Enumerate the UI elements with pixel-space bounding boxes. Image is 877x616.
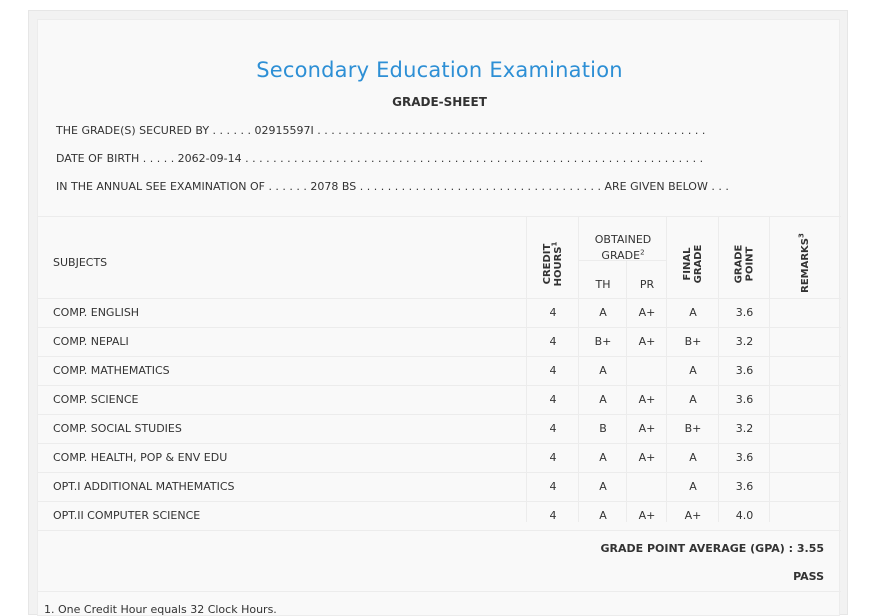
th-grade-cell: A <box>599 393 607 406</box>
header-credit-hours: CREDIT HOURS$^1$ <box>542 241 564 287</box>
subject-cell: COMP. MATHEMATICS <box>53 364 170 377</box>
subject-cell: COMP. ENGLISH <box>53 306 140 319</box>
footer-divider <box>38 591 841 592</box>
pr-grade-cell: A+ <box>638 422 656 435</box>
header-bottom-border <box>38 298 841 299</box>
credit-hours-cell: 4 <box>549 364 557 377</box>
final-grade-cell: A <box>689 306 697 319</box>
pr-grade-cell: A+ <box>638 306 656 319</box>
page-title: Secondary Education Examination <box>256 58 623 82</box>
grade-point-cell: 3.6 <box>735 451 754 464</box>
row-divider <box>38 385 841 386</box>
row-divider <box>38 327 841 328</box>
th-grade-cell: A <box>599 480 607 493</box>
credit-hours-cell: 4 <box>549 335 557 348</box>
grade-point-cell: 3.2 <box>735 422 754 435</box>
header-subjects: SUBJECTS <box>53 256 108 269</box>
credit-hours-cell: 4 <box>549 451 557 464</box>
result-status: PASS <box>793 570 824 583</box>
header-remarks: REMARKS$^3$ <box>797 233 811 293</box>
header-obtained-grade: OBTAINED GRADE$^2$ <box>594 233 652 262</box>
pr-grade-cell: A+ <box>638 393 656 406</box>
header-final-grade: FINAL GRADE <box>682 244 704 284</box>
subject-cell: OPT.I ADDITIONAL MATHEMATICS <box>53 480 235 493</box>
grade-table <box>38 216 841 522</box>
final-grade-cell: A <box>689 480 697 493</box>
credit-hours-cell: 4 <box>549 306 557 319</box>
gpa-summary: GRADE POINT AVERAGE (GPA) : 3.55 <box>600 542 824 555</box>
credit-hours-cell: 4 <box>549 393 557 406</box>
final-grade-cell: B+ <box>684 422 702 435</box>
grade-point-cell: 3.6 <box>735 393 754 406</box>
row-divider <box>38 472 841 473</box>
grade-point-cell: 3.6 <box>735 306 754 319</box>
final-grade-cell: A+ <box>684 509 702 522</box>
exam-line: IN THE ANNUAL SEE EXAMINATION OF . . . . . . 2078 BS . . . . . . . . . . . . . . . . . . . . . . . . . . . . . . . . . . . ARE GIVEN BELOW . . . <box>56 180 729 193</box>
row-divider <box>38 530 841 531</box>
table-top-border <box>38 216 841 217</box>
row-divider <box>38 501 841 502</box>
subject-cell: COMP. SOCIAL STUDIES <box>53 422 182 435</box>
credit-hours-cell: 4 <box>549 480 557 493</box>
grade-point-cell: 3.6 <box>735 480 754 493</box>
final-grade-cell: A <box>689 364 697 377</box>
subject-cell: COMP. HEALTH, POP & ENV EDU <box>53 451 228 464</box>
row-divider <box>38 356 841 357</box>
subject-cell: COMP. NEPALI <box>53 335 129 348</box>
footnote: 1. One Credit Hour equals 32 Clock Hours. <box>44 603 277 616</box>
grade-sheet-card <box>28 10 848 615</box>
final-grade-cell: A <box>689 393 697 406</box>
row-divider <box>38 414 841 415</box>
date-of-birth-line: DATE OF BIRTH . . . . . 2062-09-14 . . . . . . . . . . . . . . . . . . . . . . . . . . . . . . . . . . . . . . . . . . . . . . . . . . . . . . . . . . . . . . . . . . <box>56 152 704 165</box>
header-th: TH <box>595 278 611 291</box>
final-grade-cell: B+ <box>684 335 702 348</box>
grade-point-cell: 3.2 <box>735 335 754 348</box>
pr-grade-cell: A+ <box>638 509 656 522</box>
th-grade-cell: A <box>599 306 607 319</box>
grade-point-cell: 4.0 <box>735 509 754 522</box>
th-grade-cell: A <box>599 364 607 377</box>
th-grade-cell: A <box>599 509 607 522</box>
credit-hours-cell: 4 <box>549 422 557 435</box>
secured-by-line: THE GRADE(S) SECURED BY . . . . . . 02915597I . . . . . . . . . . . . . . . . . . . . . . . . . . . . . . . . . . . . . . . . . . . . . . . . . . . . . . . . <box>56 124 706 137</box>
th-grade-cell: B <box>599 422 607 435</box>
header-pr: PR <box>639 278 655 291</box>
grade-sheet-inner <box>37 19 840 616</box>
pr-grade-cell: A+ <box>638 451 656 464</box>
th-grade-cell: B+ <box>594 335 612 348</box>
grade-sheet-heading: GRADE-SHEET <box>392 95 487 109</box>
th-grade-cell: A <box>599 451 607 464</box>
final-grade-cell: A <box>689 451 697 464</box>
credit-hours-cell: 4 <box>549 509 557 522</box>
subject-cell: OPT.II COMPUTER SCIENCE <box>53 509 201 522</box>
grade-point-cell: 3.6 <box>735 364 754 377</box>
subject-cell: COMP. SCIENCE <box>53 393 139 406</box>
header-grade-point: GRADE POINT <box>733 244 756 284</box>
pr-grade-cell: A+ <box>638 335 656 348</box>
row-divider <box>38 443 841 444</box>
